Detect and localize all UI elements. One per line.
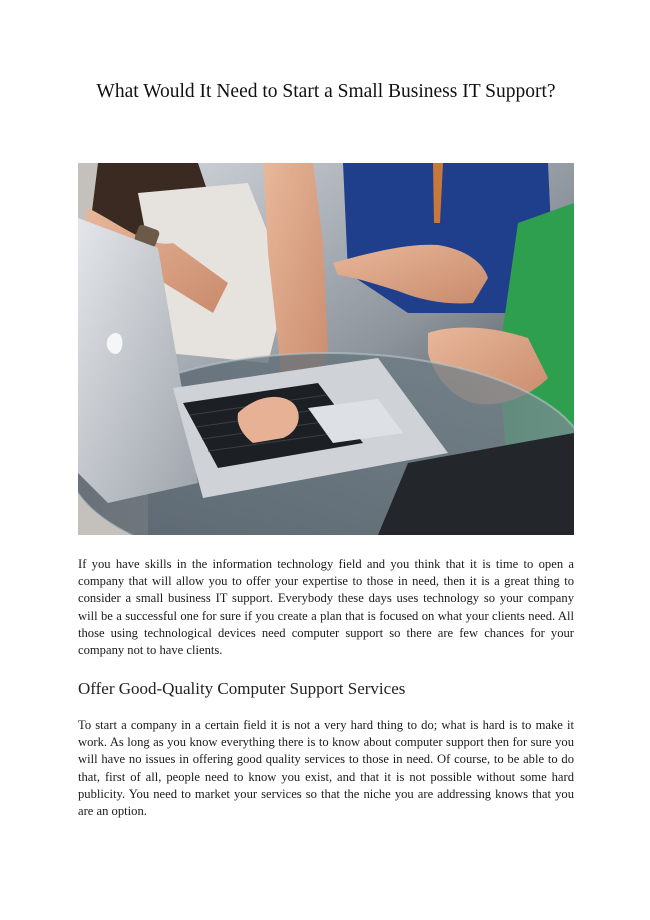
intro-paragraph: If you have skills in the information technology field and you think that it is time to open a company that will allow you to offer your expertise to those in need, then it is a great thing to consider a small business IT support. Everybody these days uses technology so your company will be a successful one for sure if you create a plan that is focused on what your clients need. All those using technological devices need computer support so there are few chances for your company not to have clients.	[78, 557, 574, 658]
body-paragraph: To start a company in a certain field it is not a very hard thing to do; what is hard is to make it work. As long as you know everything there is to know about computer support then for sure you will have no issues in offering good quality services to those in need. Of course, to be able to do that, first of all, people need to know you exist, and that it is not possible without some hard publicity. You need to market your services so that the niche you are addressing knows that you are an option.	[78, 718, 574, 819]
document-title: What Would It Need to Start a Small Business IT Support?	[96, 81, 556, 102]
section-heading: Offer Good-Quality Computer Support Services	[78, 679, 406, 698]
team-laptop-photo	[78, 163, 574, 535]
header-photo	[78, 163, 574, 535]
